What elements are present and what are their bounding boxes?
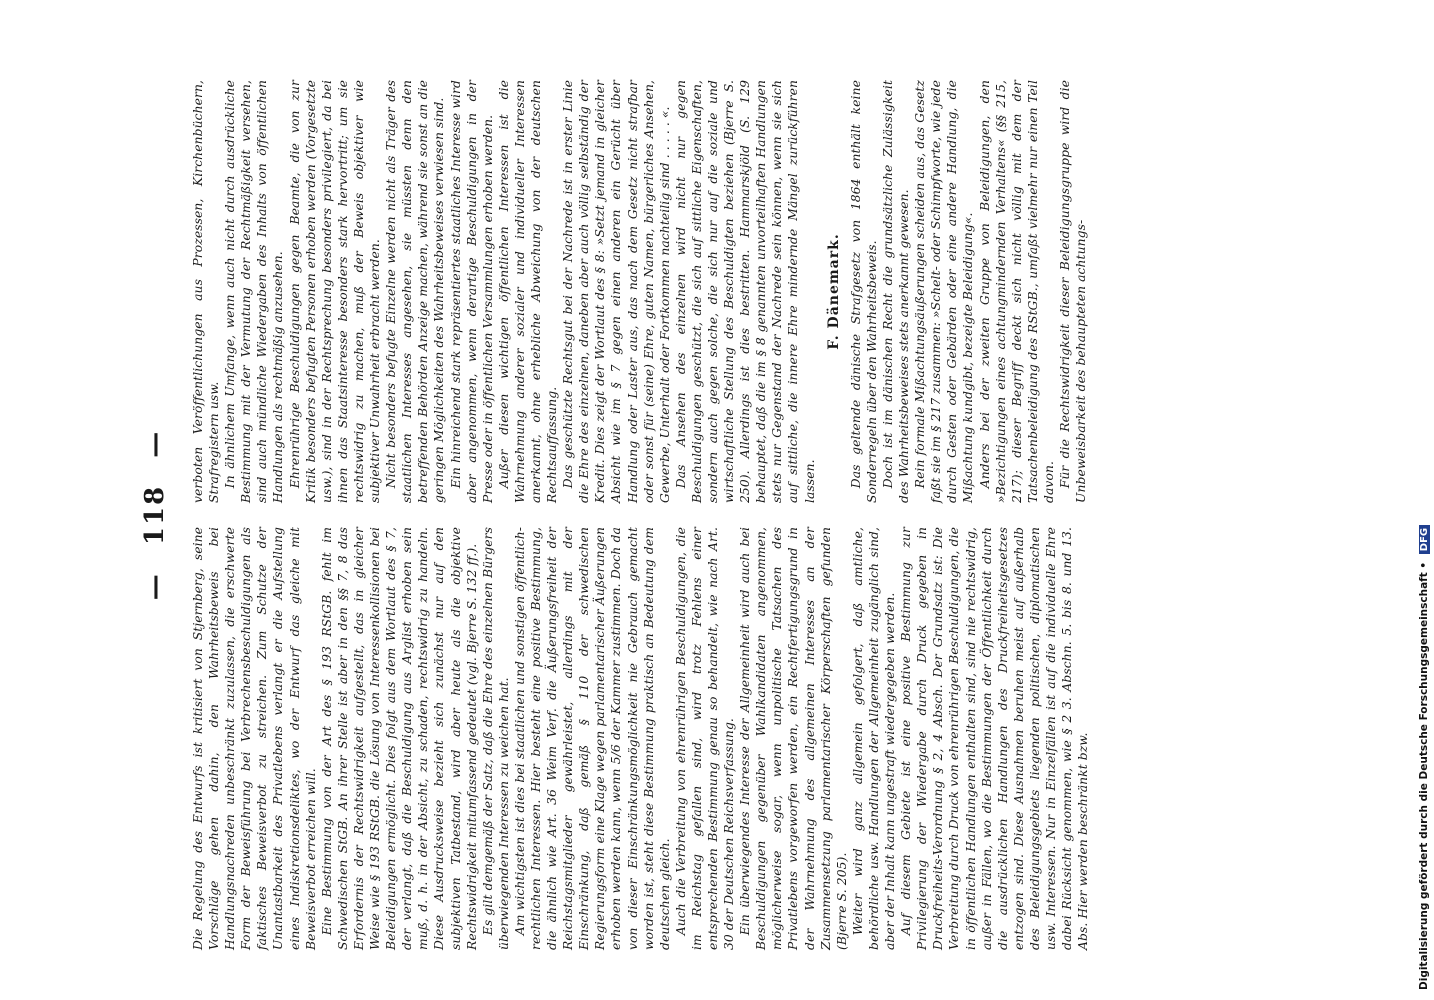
paragraph: Auch die Verbreitung von ehrenrührigen Beschuldigungen, die im Reichstag gefallen sind, wird trotz Fehlens einer entsprechenden Bestimmung genau so behandelt, wie nach Art. 30 der Deutschen Reichsverfassung. bbox=[673, 527, 737, 950]
paragraph: Ehrenrührige Beschuldigungen gegen Beamte, die von zur Kritik besonders befugten Personen erhoben werden (Vorgesetzte usw.), sind in der Rechtsprechung besonders privilegiert, da bei ihnen das Staatsinteresse besonders stark hervortritt; um sie rechtswidrig zu machen, muß der Beweis objektiver wie subjektiver Unwahrheit erbracht werden. bbox=[287, 80, 383, 503]
section-heading: F. Dänemark. bbox=[825, 233, 842, 350]
digitization-credit bbox=[1418, 0, 1430, 990]
paragraph: Am wichtigsten ist dies bei staatlichen und sonstigen öffentlich-rechtlichen Interessen. Hier besteht eine positive Bestimmung, die ähnlich wie Art. 36 Weim Verf. die Äußerungsfreiheit der Reichstagsmitglieder gewährleistet, allerdings mit der Einschränkung, daß gemäß § 110 der schwedischen Regierungsform eine Klage wegen parlamentarischer Äußerungen erhoben werden kann, wenn 5/6 der Kammer zustimmen. Doch da von dieser Einschränkungsmöglichkeit nie Gebrauch gemacht worden ist, steht diese Bestimmung praktisch an Bedeutung dem deutschen gleich. bbox=[512, 527, 672, 950]
paragraph: Ein hinreichend stark repräsentiertes staatliches Interesse wird aber angenommen, wenn derartige Beschuldigungen in der Presse oder in öffentlichen Versammlungen erhoben werden. bbox=[448, 80, 495, 503]
credit-text: Digitalisierung gefördert durch die Deutsche Forschungsgemeinschaft • bbox=[1418, 561, 1430, 990]
dash-left: — bbox=[140, 572, 170, 601]
paragraph: Nicht besonders befugte Einzelne werden nicht als Träger des staatlichen Interesses angesehen, sie müssten denn den betreffenden Behörden Anzeige machen, während sie sonst an die geringen Möglichkeiten des Wahrheitsbeweises verwiesen sind. bbox=[384, 80, 447, 503]
paragraph: Anders bei der zweiten Gruppe von Beleidigungen, den »Bezichtigungen eines achtungmindernden Verhaltens« (§§ 215, 217); dieser Begriff deckt sich nicht völlig mit dem der Tatsachenbeleidigung des RStGB., umfaßt vielmehr nur einen Teil davon. bbox=[977, 80, 1056, 503]
paragraph: Außer diesen wichtigen öffentlichen Interessen ist die Wahrnehmung anderer sozialer und individueller Interessen anerkannt, ohne erhebliche Abweichung von der deutschen Rechtsauffassung. bbox=[496, 80, 560, 503]
dfg-logo: DFG bbox=[1419, 525, 1430, 554]
rotated-page bbox=[140, 80, 1310, 950]
page-number: 118 bbox=[140, 484, 170, 546]
paragraph: Für die Rechtswidrigkeit dieser Beleidigungsgruppe wird die Unbeweisbarkeit des behaupteten achtungs- bbox=[1057, 80, 1089, 503]
paragraph: Es gilt demgemäß der Satz, daß die Ehre des einzelnen Bürgers überwiegenden Interessen zu weichen hat. bbox=[480, 527, 511, 950]
paragraph: Eine Bestimmung von der Art des § 193 RStGB. fehlt im Schwedischen StGB. An ihrer Stelle ist aber in den §§ 7, 8 das Erfordernis der Rechtswidrigkeit aufgestellt, das in gleicher Weise wie § 193 RStGB. die Lösung von Interessenkollisionen bei Beleidigungen ermöglicht. Dies folgt aus dem Wortlaut des § 7, der verlangt, daß die Beschuldigung aus Arglist erhoben sein muß, d. h. in der Absicht, zu schaden, rechtswidrig zu handeln. Diese Ausdrucksweise bezieht sich zunächst nur auf den subjektiven Tatbestand, wird aber heute als die objektive Rechtswidrigkeit mitumfassend gedeutet (vgl. Bjerre S. 132 ff.). bbox=[319, 527, 479, 950]
paragraph: Das Ansehen des einzelnen wird nicht nur gegen Beschuldigungen geschützt, die sich auf sittliche Eigenschaften, sondern auch gegen solche, die sich nur auf die soziale und wirtschaftliche Stellung des Beschuldigten beziehen (Bjerre S. 250). Allerdings ist dies bestritten. Hammarskjöld (S. 129 behauptet, daß die im § 8 genannten unvorteilhaften Handlungen stets nur Gegenstand der Nachrede sein können, wenn sie sich auf sittliche, die innere Ehre mindernde Mängel zurückführen lassen. bbox=[673, 80, 817, 503]
paragraph: Ein überwiegendes Interesse der Allgemeinheit wird auch bei Beschuldigungen gegenüber Wahlkandidaten angenommen, möglicherweise sogar, wenn unpolitische Tatsachen des Privatlebens vorgeworfen werden, ein Rechtfertigungsgrund in der Wahrnehmung des allgemeinen Interesses an der Zusammensetzung parlamentarischer Körperschaften gefunden (Bjerre S. 205). bbox=[738, 527, 849, 950]
paragraph: verboten Veröffentlichungen aus Prozessen, Kirchenbüchern, Strafregistern usw. bbox=[191, 80, 222, 503]
left-column bbox=[190, 527, 1310, 950]
paragraph: Die Regelung des Entwurfs ist kritisiert von Stjernberg, seine Vorschläge gehen dahin, den Wahrheitsbeweis bei Handlungsnachreden unbeschränkt zuzulassen, die erschwerte Form der Beweisführung bei Verbrechensbeschuldigungen als faktisches Beweisverbot zu streichen. Zum Schutze der Unantastbarkeit des Privatlebens verlangt er die Aufstellung eines Indiskretionsdeliktes, wo der Entwurf das gleiche mit Beweisverbot erreichen will. bbox=[191, 527, 318, 950]
paragraph: Das geltende dänische Strafgesetz von 1864 enthält keine Sonderregeln über den Wahrheitsbeweis. bbox=[848, 80, 879, 503]
paragraph: In ähnlichem Umfange, wenn auch nicht durch ausdrückliche Bestimmung mit der Vermutung der Rechtmäßigkeit versehen, sind auch mündliche Wiedergaben des Inhalts von öffentlichen Handlungen als rechtmäßig anzusehen. bbox=[223, 80, 286, 503]
paragraph: Das geschützte Rechtsgut bei der Nachrede ist in erster Linie die Ehre des einzelnen, daneben aber auch völlig selbständig der Kredit. Dies zeigt der Wortlaut des § 8: »Setzt jemand in gleicher Absicht wie im § 7 gegen einen anderen ein Gerücht über Handlung oder Laster aus, das nach dem Gesetz nicht strafbar oder sonst für (seine) Ehre, guten Namen, bürgerliches Ansehen, Gewerbe, Unterhalt oder Fortkommen nachteilig sind . . . . . «. bbox=[561, 80, 672, 503]
paragraph: Doch ist im dänischen Recht die grundsätzliche Zulässigkeit des Wahrheitsbeweises stets anerkannt gewesen. bbox=[880, 80, 912, 503]
paragraph: Auf diesem Gebiete ist eine positive Bestimmung zur Privilegierung der Wiedergabe durch Druck gegeben in Druckfreiheits-Verordnung § 2, 4 Absch. Der Grundsatz ist: Die Verbreitung durch Druck von ehrenrührigen Beschuldigungen, die in öffentlichen Handlungen enthalten sind, sind nie rechtswidrig, außer in Fällen, wo die Bestimmungen der Öffentlichkeit durch die ausdrücklichen Handlungen des Druckfreiheitsgesetzes entzogen sind. Diese Ausnahmen beruhen meist auf außerhalb des Beleidigungsgebiets liegenden politischen, diplomatischen usw. Interessen. Nur in Einzelfällen ist auf die individuelle Ehre dabei Rücksicht genommen, wie § 2 3. Abschn. 5. bis 8. und 13. Abs. Hier werden beschränkt bzw. bbox=[899, 527, 1091, 950]
paragraph: Rein formale Mißachtungsäußerungen scheiden aus, das Gesetz faßt sie im § 217 zusammen: »Schelt- oder Schimpfworte, wie jede durch Gesten oder Gebärden oder eine andere Handlung, die Mißachtung kundgibt, bezeigte Beleidigung«. bbox=[913, 80, 976, 503]
right-column bbox=[190, 80, 1310, 503]
paragraph: Weiter wird ganz allgemein gefolgert, daß amtliche, behördliche usw. Handlungen der Allgemeinheit zugänglich sind, aber der Inhalt kann ungestraft wiedergegeben werden. bbox=[850, 527, 898, 950]
text-columns bbox=[190, 80, 1310, 950]
dash-right: — bbox=[140, 429, 170, 458]
page-number-header bbox=[140, 80, 180, 950]
